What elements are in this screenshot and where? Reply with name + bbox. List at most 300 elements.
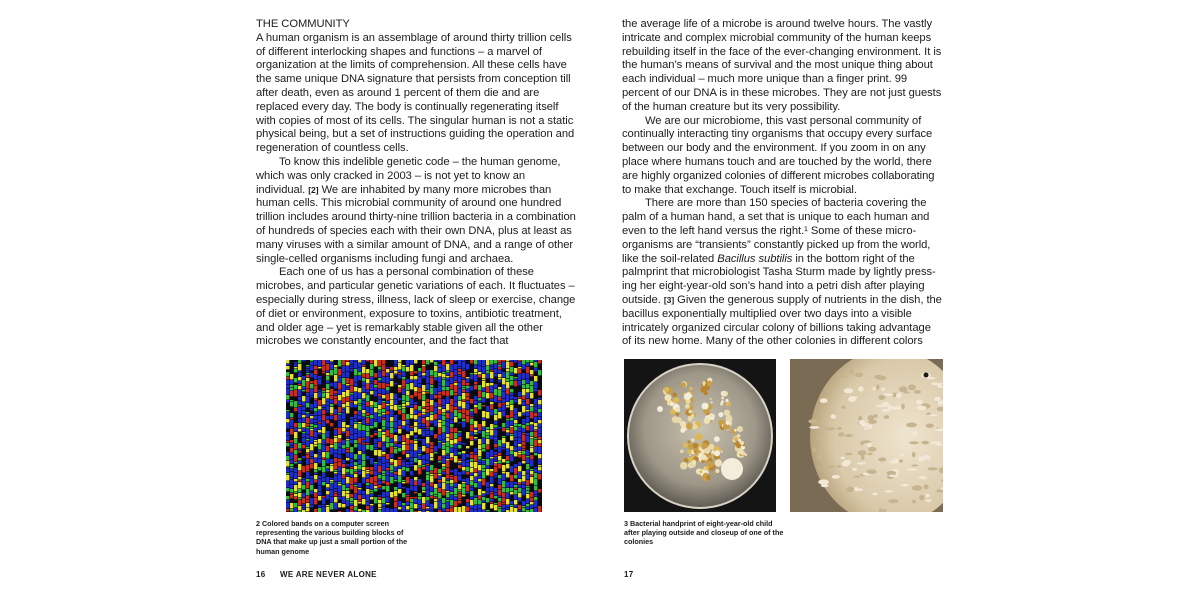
dna-band bbox=[434, 362, 437, 365]
dna-band bbox=[346, 437, 349, 438]
dna-band bbox=[334, 450, 337, 453]
dna-band bbox=[442, 450, 445, 455]
dna-band bbox=[322, 460, 325, 466]
dna-band bbox=[466, 503, 469, 506]
dna-band bbox=[526, 456, 529, 457]
dna-band bbox=[450, 372, 453, 377]
dna-band bbox=[358, 431, 361, 437]
dna-band bbox=[306, 408, 309, 411]
dna-band bbox=[498, 419, 501, 424]
dna-band bbox=[414, 465, 417, 470]
dna-band bbox=[522, 476, 525, 481]
dna-band bbox=[350, 467, 353, 468]
colony-texture-mark bbox=[925, 499, 931, 502]
dna-band bbox=[330, 389, 333, 395]
dna-band bbox=[506, 362, 509, 368]
dna-band bbox=[534, 392, 537, 398]
dna-band bbox=[490, 379, 493, 382]
dna-band bbox=[494, 430, 497, 436]
dna-band bbox=[494, 503, 497, 504]
dna-band bbox=[338, 503, 341, 507]
dna-band bbox=[534, 461, 537, 466]
dna-band bbox=[462, 378, 465, 379]
dna-band bbox=[366, 379, 369, 383]
dna-band bbox=[362, 393, 365, 398]
dna-band bbox=[534, 495, 537, 496]
dna-band bbox=[314, 380, 317, 385]
dna-band bbox=[502, 498, 505, 502]
dna-band bbox=[470, 417, 473, 418]
dna-band bbox=[394, 400, 397, 404]
dna-band bbox=[470, 455, 473, 458]
colony-texture-mark bbox=[854, 373, 863, 377]
dna-band bbox=[454, 407, 457, 409]
dna-band bbox=[458, 389, 461, 395]
dna-band bbox=[478, 482, 481, 488]
colony-texture-mark bbox=[881, 509, 886, 512]
colony-dot bbox=[690, 391, 693, 394]
dna-band bbox=[290, 485, 293, 488]
dna-band bbox=[294, 367, 297, 368]
dna-band bbox=[362, 410, 365, 413]
dna-band bbox=[438, 368, 441, 372]
dna-band bbox=[486, 421, 489, 426]
dna-band bbox=[454, 451, 457, 455]
dna-band bbox=[514, 363, 517, 367]
dna-band bbox=[350, 444, 353, 446]
dna-band bbox=[430, 363, 433, 369]
dna-band bbox=[310, 366, 313, 370]
dna-band bbox=[378, 504, 381, 507]
dna-band bbox=[414, 494, 417, 496]
dna-band bbox=[418, 372, 421, 376]
dna-band bbox=[434, 402, 437, 407]
dna-band bbox=[530, 455, 533, 459]
dna-band bbox=[286, 496, 289, 499]
dna-band bbox=[438, 364, 441, 367]
dna-band bbox=[398, 494, 401, 497]
dna-band bbox=[518, 374, 521, 380]
dna-band bbox=[530, 425, 533, 431]
dna-band bbox=[342, 410, 345, 412]
dna-band bbox=[298, 381, 301, 383]
dna-band bbox=[362, 367, 365, 373]
dna-band bbox=[482, 461, 485, 464]
dna-band bbox=[370, 360, 373, 363]
dna-band bbox=[426, 497, 429, 500]
dna-band bbox=[366, 445, 369, 449]
dna-band bbox=[382, 399, 385, 400]
dna-band bbox=[434, 454, 437, 460]
dna-band bbox=[490, 494, 493, 498]
dna-band bbox=[314, 416, 317, 419]
dna-band bbox=[314, 483, 317, 488]
dna-band bbox=[430, 511, 433, 512]
dna-band bbox=[326, 444, 329, 445]
dna-band bbox=[518, 483, 521, 484]
dna-band bbox=[490, 370, 493, 371]
dna-band bbox=[534, 411, 537, 412]
colony-dot bbox=[721, 397, 724, 400]
dna-band bbox=[506, 456, 509, 460]
dna-band bbox=[338, 493, 341, 494]
dna-band bbox=[334, 458, 337, 462]
dna-band bbox=[414, 415, 417, 419]
dna-band bbox=[342, 413, 345, 419]
dna-band bbox=[458, 476, 461, 480]
dna-band bbox=[314, 438, 317, 439]
dna-band bbox=[498, 479, 501, 484]
dna-band bbox=[498, 447, 501, 452]
dna-band bbox=[458, 442, 461, 444]
dna-band bbox=[406, 484, 409, 487]
dna-band bbox=[290, 413, 293, 417]
dna-band bbox=[362, 461, 365, 466]
dna-band bbox=[534, 417, 537, 422]
dna-band bbox=[374, 450, 377, 455]
colony-dot bbox=[688, 410, 692, 414]
colony-closeup-graphic bbox=[790, 359, 943, 512]
dna-band bbox=[286, 370, 289, 371]
dna-band bbox=[462, 484, 465, 487]
dna-band bbox=[322, 372, 325, 373]
dna-band bbox=[318, 385, 321, 389]
dna-band bbox=[306, 449, 309, 452]
dna-band bbox=[430, 474, 433, 475]
dna-band bbox=[474, 505, 477, 509]
dna-band bbox=[418, 493, 421, 496]
dna-band bbox=[398, 363, 401, 369]
dna-band bbox=[354, 383, 357, 386]
colony-dot bbox=[710, 420, 712, 422]
colony-dot bbox=[680, 428, 685, 433]
dna-band bbox=[446, 422, 449, 426]
dna-band bbox=[338, 508, 341, 510]
dna-band bbox=[326, 466, 329, 468]
dna-band bbox=[398, 466, 401, 468]
dna-band bbox=[298, 489, 301, 492]
dna-band bbox=[470, 497, 473, 499]
colony-texture-mark bbox=[853, 476, 860, 478]
dna-band bbox=[418, 500, 421, 504]
dna-band bbox=[518, 381, 521, 385]
dna-band bbox=[290, 467, 293, 468]
dna-band bbox=[354, 485, 357, 486]
dna-band bbox=[454, 362, 457, 363]
dna-band bbox=[374, 492, 377, 496]
dna-band bbox=[342, 434, 345, 439]
dna-band bbox=[402, 426, 405, 429]
dna-band bbox=[462, 506, 465, 512]
colony-texture-mark bbox=[938, 400, 943, 405]
dna-band bbox=[470, 473, 473, 475]
dna-band bbox=[470, 432, 473, 435]
dna-band bbox=[422, 392, 425, 394]
dna-band bbox=[474, 441, 477, 447]
dna-band bbox=[350, 386, 353, 392]
dna-band bbox=[310, 485, 313, 490]
colony-texture-mark bbox=[926, 424, 934, 428]
dna-band bbox=[450, 484, 453, 486]
dna-band bbox=[358, 509, 361, 511]
dna-band bbox=[310, 373, 313, 377]
dna-band bbox=[466, 386, 469, 388]
dna-band bbox=[518, 510, 521, 511]
dna-band bbox=[478, 463, 481, 464]
dna-band bbox=[442, 464, 445, 466]
dna-band bbox=[450, 360, 453, 364]
dna-band bbox=[498, 374, 501, 377]
dna-band bbox=[290, 427, 293, 428]
dna-band bbox=[462, 482, 465, 483]
dna-band bbox=[350, 369, 353, 371]
dna-band bbox=[322, 398, 325, 404]
dna-band bbox=[446, 364, 449, 370]
colony-texture-mark bbox=[808, 419, 818, 423]
dna-band bbox=[474, 473, 477, 476]
dna-band bbox=[502, 385, 505, 391]
dna-band bbox=[294, 385, 297, 389]
dna-band bbox=[314, 399, 317, 400]
dna-band bbox=[514, 482, 517, 484]
dna-band bbox=[330, 362, 333, 363]
dna-band bbox=[462, 445, 465, 450]
dna-band bbox=[290, 478, 293, 479]
dna-band bbox=[410, 467, 413, 470]
dna-band bbox=[450, 461, 453, 467]
dna-band bbox=[410, 383, 413, 389]
dna-band bbox=[398, 476, 401, 482]
dna-band bbox=[506, 510, 509, 512]
dna-band bbox=[442, 380, 445, 386]
dna-band bbox=[302, 490, 305, 492]
dna-band bbox=[398, 410, 401, 414]
dna-band bbox=[290, 407, 293, 408]
dna-band bbox=[522, 433, 525, 434]
dna-band bbox=[334, 494, 337, 496]
dna-band bbox=[526, 470, 529, 473]
dna-band bbox=[470, 404, 473, 408]
dna-band bbox=[534, 479, 537, 485]
dna-band bbox=[438, 420, 441, 422]
dna-band bbox=[414, 477, 417, 480]
dna-band bbox=[306, 375, 309, 377]
dna-band bbox=[502, 362, 505, 368]
dna-band bbox=[402, 421, 405, 425]
dna-band bbox=[526, 491, 529, 493]
dna-band bbox=[326, 464, 329, 465]
dna-band bbox=[406, 384, 409, 390]
dna-band bbox=[414, 402, 417, 404]
dna-band bbox=[478, 418, 481, 423]
dna-band bbox=[458, 455, 461, 458]
dna-band bbox=[414, 486, 417, 491]
dna-band bbox=[538, 409, 541, 412]
dna-band bbox=[422, 497, 425, 503]
dna-band bbox=[358, 444, 361, 450]
dna-band bbox=[390, 417, 393, 421]
dna-band bbox=[470, 394, 473, 398]
dna-band bbox=[398, 452, 401, 456]
dna-band bbox=[498, 383, 501, 386]
dna-band bbox=[318, 476, 321, 478]
dna-band bbox=[310, 451, 313, 456]
dna-band bbox=[462, 475, 465, 478]
dna-band bbox=[486, 466, 489, 468]
dna-band bbox=[494, 425, 497, 427]
dna-band bbox=[514, 500, 517, 504]
dna-band bbox=[446, 427, 449, 433]
dna-band bbox=[514, 464, 517, 467]
colony-dot bbox=[687, 450, 691, 454]
dna-band bbox=[390, 367, 393, 370]
dna-band bbox=[514, 368, 517, 373]
dna-band bbox=[302, 510, 305, 512]
dna-band bbox=[482, 367, 485, 373]
dna-band bbox=[518, 392, 521, 396]
dna-band bbox=[310, 431, 313, 436]
dna-band bbox=[350, 440, 353, 443]
dna-band bbox=[522, 416, 525, 418]
dna-band bbox=[498, 507, 501, 508]
dna-band bbox=[486, 387, 489, 392]
dna-band bbox=[338, 415, 341, 420]
left-paragraph-1: A human organism is an assemblage of around thirty trillion cells of different interlocking shapes and functions – a marvel of organization at the limits of comprehension. All these cells have the same unique DNA signature that persists from conception till after death, even as around 1 percent of them die and are replaced every day. The body is continually regenerating itself with copies of most of its cells. The singular human is not a static physical being, but a set of instructions guiding the operation and regeneration of countless cells. bbox=[256, 31, 575, 155]
dna-band bbox=[358, 416, 361, 419]
dna-band bbox=[502, 459, 505, 462]
dna-band bbox=[538, 467, 541, 470]
dna-band bbox=[386, 468, 389, 470]
dna-band bbox=[398, 442, 401, 443]
dna-band bbox=[306, 459, 309, 464]
dna-band bbox=[502, 436, 505, 437]
dna-band bbox=[290, 493, 293, 494]
dna-band bbox=[442, 421, 445, 425]
dna-band bbox=[374, 464, 377, 470]
dna-band bbox=[302, 504, 305, 505]
dna-band bbox=[354, 408, 357, 410]
dna-band bbox=[418, 509, 421, 510]
dna-band bbox=[498, 425, 501, 426]
dna-band bbox=[362, 414, 365, 416]
dna-band bbox=[434, 414, 437, 419]
dna-band bbox=[354, 440, 357, 443]
dna-band bbox=[410, 486, 413, 490]
dna-band bbox=[346, 475, 349, 476]
colony-dot bbox=[736, 443, 741, 448]
dna-band bbox=[390, 477, 393, 483]
colony-texture-mark bbox=[899, 459, 903, 462]
dna-band bbox=[358, 393, 361, 398]
dna-band bbox=[422, 460, 425, 464]
dna-band bbox=[434, 427, 437, 433]
dna-band bbox=[402, 365, 405, 366]
dna-band bbox=[398, 469, 401, 475]
dna-band bbox=[358, 495, 361, 499]
dna-band bbox=[482, 405, 485, 406]
colony-dot bbox=[692, 424, 698, 430]
dna-band bbox=[338, 462, 341, 466]
dna-band bbox=[342, 485, 345, 490]
dna-band bbox=[470, 488, 473, 490]
dna-band bbox=[350, 498, 353, 501]
dna-band bbox=[346, 384, 349, 385]
dna-band bbox=[498, 367, 501, 369]
dna-band bbox=[378, 410, 381, 413]
dna-band bbox=[438, 428, 441, 434]
dna-band bbox=[490, 492, 493, 493]
dna-band bbox=[474, 453, 477, 454]
dna-band bbox=[518, 424, 521, 426]
dna-band bbox=[502, 432, 505, 435]
colony-texture-mark bbox=[858, 386, 863, 391]
dna-band bbox=[402, 409, 405, 413]
dna-band bbox=[386, 497, 389, 502]
dna-band bbox=[446, 493, 449, 497]
dna-band bbox=[478, 410, 481, 411]
dna-band bbox=[470, 368, 473, 372]
dna-band bbox=[366, 374, 369, 378]
dna-band bbox=[286, 377, 289, 379]
dna-band bbox=[506, 449, 509, 455]
dna-band bbox=[534, 389, 537, 391]
dna-band bbox=[490, 487, 493, 491]
dna-band bbox=[478, 460, 481, 462]
dna-band bbox=[306, 496, 309, 499]
dna-band bbox=[342, 454, 345, 459]
dna-band bbox=[354, 472, 357, 473]
dna-band bbox=[494, 499, 497, 502]
dna-band bbox=[422, 439, 425, 445]
dna-band bbox=[506, 408, 509, 414]
dna-band bbox=[382, 432, 385, 434]
dna-band bbox=[498, 456, 501, 460]
dna-band bbox=[374, 380, 377, 384]
dna-band bbox=[518, 498, 521, 501]
dna-band bbox=[330, 383, 333, 386]
dna-band bbox=[466, 492, 469, 493]
colony-dot bbox=[722, 391, 728, 397]
dna-band bbox=[386, 430, 389, 436]
dna-band bbox=[370, 377, 373, 381]
dna-band bbox=[386, 387, 389, 390]
dna-band bbox=[498, 378, 501, 379]
dna-band bbox=[350, 504, 353, 505]
dna-band bbox=[410, 497, 413, 498]
dna-band bbox=[458, 459, 461, 460]
dna-band bbox=[366, 460, 369, 466]
dna-band bbox=[366, 474, 369, 478]
dna-band bbox=[518, 417, 521, 423]
dna-band bbox=[330, 484, 333, 489]
dna-band bbox=[526, 374, 529, 378]
dna-bands-figure bbox=[286, 360, 542, 512]
colony-texture-mark bbox=[896, 393, 902, 398]
dna-band bbox=[502, 378, 505, 384]
dna-band bbox=[466, 454, 469, 457]
dna-band bbox=[378, 481, 381, 484]
dna-band bbox=[506, 478, 509, 481]
dna-band bbox=[510, 428, 513, 433]
colony-dot bbox=[734, 429, 737, 432]
dna-band bbox=[310, 378, 313, 380]
dna-band bbox=[422, 504, 425, 509]
dna-band bbox=[362, 443, 365, 444]
dna-band bbox=[422, 360, 425, 364]
dna-band bbox=[338, 443, 341, 447]
dna-band bbox=[370, 458, 373, 464]
dna-band bbox=[494, 464, 497, 466]
